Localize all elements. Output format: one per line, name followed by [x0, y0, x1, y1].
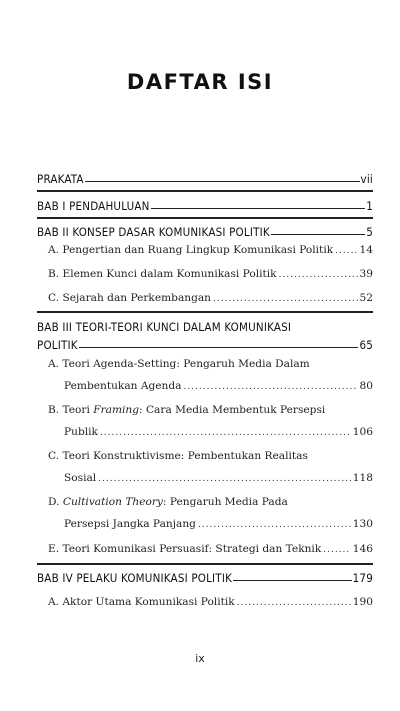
- dot-leader: [323, 545, 351, 555]
- entry-label-line-2: Persepsi Jangka Panjang: [64, 518, 196, 530]
- label-prefix: D.: [48, 496, 63, 508]
- toc-entry-bab-2-b[interactable]: [48, 268, 373, 282]
- entry-page: 1: [366, 199, 373, 213]
- toc-entry-bab-3[interactable]: [37, 320, 373, 352]
- entry-page: 80: [359, 380, 373, 392]
- page-title: DAFTAR ISI: [126, 70, 274, 94]
- entry-label: B. Elemen Kunci dalam Komunikasi Politik: [48, 268, 277, 280]
- toc-entry-bab-2[interactable]: [37, 225, 373, 239]
- leader-line: [271, 234, 365, 235]
- toc-entry-bab-3-e[interactable]: [48, 543, 373, 557]
- toc-entry-bab-3-d[interactable]: [48, 496, 373, 532]
- label-italic-term: Cultivation Theory: [62, 496, 163, 508]
- entry-label: C. Sejarah dan Perkembangan: [48, 292, 212, 304]
- entry-page: 5: [366, 225, 373, 239]
- leader-line: [85, 181, 360, 182]
- toc-entry-bab-4-a[interactable]: [48, 596, 373, 610]
- entry-page: 146: [352, 543, 373, 555]
- dot-leader: [98, 474, 351, 484]
- entry-page: 106: [352, 426, 373, 438]
- leader-line: [79, 347, 359, 348]
- toc-entry-bab-3-c[interactable]: [48, 450, 373, 486]
- entry-label-line-1: [48, 404, 325, 416]
- entry-label: BAB I PENDAHULUAN: [37, 199, 150, 213]
- dot-leader: [237, 598, 351, 608]
- page-number: ix: [195, 652, 205, 665]
- leader-line: [151, 208, 366, 209]
- toc-entry-prakata[interactable]: [37, 172, 373, 186]
- entry-page: 130: [352, 518, 373, 530]
- dot-leader: [100, 428, 351, 438]
- label-suffix: : Cara Media Membentuk Persepsi: [139, 404, 326, 416]
- entry-page: 65: [359, 338, 373, 352]
- leader-line: [233, 580, 352, 581]
- entry-label-line-2: Pembentukan Agenda: [64, 380, 182, 392]
- entry-label-line-2: Publik: [64, 426, 98, 438]
- toc-entry-bab-4[interactable]: [37, 571, 373, 585]
- entry-label-line-1: C. Teori Konstruktivisme: Pembentukan Realitas: [48, 450, 308, 462]
- dot-leader: [335, 246, 357, 256]
- entry-page: vii: [360, 172, 373, 186]
- dot-leader: [198, 520, 351, 530]
- entry-label-line-1: A. Teori Agenda-Setting: Pengaruh Media Dalam: [48, 358, 310, 370]
- entry-label: A. Pengertian dan Ruang Lingkup Komunikasi Politik: [48, 244, 334, 256]
- dot-leader: [183, 382, 357, 392]
- entry-label-line-2: Sosial: [64, 472, 97, 484]
- entry-label: BAB IV PELAKU KOMUNIKASI POLITIK: [37, 571, 233, 585]
- entry-page: 190: [352, 596, 373, 608]
- entry-label: PRAKATA: [37, 172, 84, 186]
- entry-label-line-1: [48, 496, 288, 508]
- entry-label-line-1: BAB III TEORI-TEORI KUNCI DALAM KOMUNIKASI: [37, 320, 292, 334]
- entry-page: 179: [352, 571, 373, 585]
- label-italic-term: Framing: [93, 404, 140, 416]
- entry-page: 52: [359, 292, 373, 304]
- entry-page: 39: [359, 268, 373, 280]
- entry-page: 118: [352, 472, 373, 484]
- entry-page: 14: [359, 244, 373, 256]
- dot-leader: [279, 270, 358, 280]
- label-prefix: B. Teori: [48, 404, 94, 416]
- toc-entry-bab-3-b[interactable]: [48, 404, 373, 440]
- toc-entry-bab-2-a[interactable]: [48, 244, 373, 258]
- toc-entry-bab-2-c[interactable]: [48, 292, 373, 306]
- entry-label: BAB II KONSEP DASAR KOMUNIKASI POLITIK: [37, 225, 270, 239]
- label-suffix: : Pengaruh Media Pada: [162, 496, 288, 508]
- dot-leader: [213, 294, 358, 304]
- toc-entry-bab-1[interactable]: [37, 199, 373, 213]
- entry-label-line-2: POLITIK: [37, 338, 78, 352]
- entry-label: A. Aktor Utama Komunikasi Politik: [48, 596, 235, 608]
- entry-label: E. Teori Komunikasi Persuasif: Strategi dan Teknik: [48, 543, 322, 555]
- toc-entry-bab-3-a[interactable]: [48, 358, 373, 394]
